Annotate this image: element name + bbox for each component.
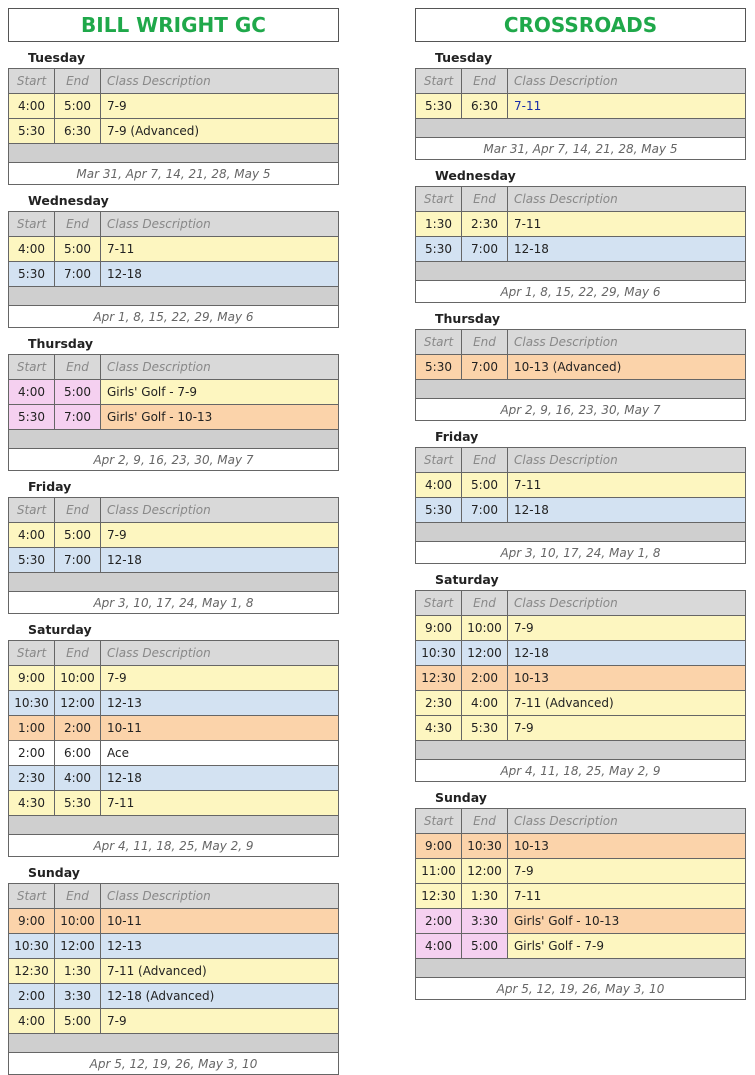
class-row — [9, 548, 339, 573]
table-header-row — [416, 187, 746, 212]
end-time: 3:30 — [462, 909, 508, 934]
start-header: Start — [416, 69, 462, 94]
table-header-row — [416, 330, 746, 355]
day-schedule-table — [8, 354, 339, 471]
session-dates: Mar 31, Apr 7, 14, 21, 28, May 5 — [9, 163, 339, 185]
start-time: 5:30 — [9, 405, 55, 430]
end-time: 3:30 — [55, 984, 101, 1009]
description-header: Class Description — [508, 448, 746, 473]
description-header: Class Description — [101, 355, 339, 380]
table-header-row — [9, 212, 339, 237]
class-description: 12-18 (Advanced) — [101, 984, 339, 1009]
day-heading: Friday — [28, 479, 72, 494]
end-time: 12:00 — [462, 859, 508, 884]
class-description: Girls' Golf - 10-13 — [508, 909, 746, 934]
end-time: 5:00 — [55, 94, 101, 119]
class-row — [9, 380, 339, 405]
day-schedule-table — [415, 808, 746, 1000]
class-description: 12-18 — [101, 766, 339, 791]
table-header-row — [416, 448, 746, 473]
class-row — [416, 641, 746, 666]
day-schedule-table — [415, 329, 746, 421]
class-description: 7-9 — [508, 859, 746, 884]
session-dates-row — [9, 306, 339, 328]
class-row — [416, 934, 746, 959]
description-header: Class Description — [508, 591, 746, 616]
spacer-row — [9, 1034, 339, 1053]
day-schedule-table — [415, 68, 746, 160]
start-time: 11:00 — [416, 859, 462, 884]
spacer-row — [416, 741, 746, 760]
start-time: 9:00 — [416, 834, 462, 859]
day-heading: Sunday — [28, 865, 80, 880]
class-description: Girls' Golf - 7-9 — [101, 380, 339, 405]
description-header: Class Description — [508, 809, 746, 834]
start-header: Start — [416, 187, 462, 212]
class-row — [9, 766, 339, 791]
end-time: 5:00 — [462, 473, 508, 498]
session-dates-row — [416, 399, 746, 421]
start-time: 5:30 — [416, 94, 462, 119]
class-description: 7-9 — [101, 666, 339, 691]
start-time: 4:00 — [9, 523, 55, 548]
end-time: 6:30 — [55, 119, 101, 144]
description-header: Class Description — [508, 69, 746, 94]
class-description: 12-13 — [101, 691, 339, 716]
class-description: 7-11 (Advanced) — [508, 691, 746, 716]
start-time: 10:30 — [9, 691, 55, 716]
start-header: Start — [416, 330, 462, 355]
start-time: 12:30 — [416, 666, 462, 691]
session-dates-row — [416, 281, 746, 303]
class-row — [416, 237, 746, 262]
end-header: End — [462, 591, 508, 616]
class-row — [9, 959, 339, 984]
end-header: End — [55, 212, 101, 237]
session-dates-row — [9, 835, 339, 857]
end-time: 5:30 — [462, 716, 508, 741]
class-row — [9, 262, 339, 287]
session-dates: Apr 1, 8, 15, 22, 29, May 6 — [9, 306, 339, 328]
class-row — [9, 405, 339, 430]
end-time: 5:30 — [55, 791, 101, 816]
start-time: 5:30 — [416, 355, 462, 380]
end-time: 10:30 — [462, 834, 508, 859]
start-time: 4:00 — [9, 1009, 55, 1034]
session-dates-row — [416, 138, 746, 160]
class-description: 10-13 — [508, 666, 746, 691]
class-description: 7-9 (Advanced) — [101, 119, 339, 144]
spacer-row — [9, 144, 339, 163]
start-time: 1:00 — [9, 716, 55, 741]
session-dates-row — [416, 978, 746, 1000]
start-time: 4:30 — [9, 791, 55, 816]
class-description: 7-9 — [508, 716, 746, 741]
class-description: 7-11 — [508, 94, 746, 119]
end-header: End — [462, 69, 508, 94]
description-header: Class Description — [101, 69, 339, 94]
location-title: BILL WRIGHT GC — [8, 8, 339, 42]
class-row — [9, 119, 339, 144]
table-header-row — [9, 355, 339, 380]
table-header-row — [9, 884, 339, 909]
class-row — [9, 666, 339, 691]
class-description: 7-9 — [101, 94, 339, 119]
end-header: End — [462, 187, 508, 212]
class-row — [9, 716, 339, 741]
end-time: 10:00 — [55, 909, 101, 934]
day-heading: Friday — [435, 429, 479, 444]
spacer-row — [9, 430, 339, 449]
class-description: Girls' Golf - 10-13 — [101, 405, 339, 430]
class-row — [9, 741, 339, 766]
end-header: End — [55, 498, 101, 523]
start-time: 12:30 — [9, 959, 55, 984]
class-row — [416, 473, 746, 498]
day-schedule-table — [8, 640, 339, 857]
spacer-row — [416, 380, 746, 399]
class-description: 12-18 — [101, 262, 339, 287]
day-schedule-table — [8, 497, 339, 614]
session-dates-row — [416, 760, 746, 782]
day-heading: Thursday — [435, 311, 501, 326]
class-description: 12-18 — [508, 498, 746, 523]
class-description: 10-11 — [101, 716, 339, 741]
class-description: Girls' Golf - 7-9 — [508, 934, 746, 959]
end-time: 12:00 — [55, 691, 101, 716]
day-schedule-table — [8, 211, 339, 328]
spacer-row — [9, 287, 339, 306]
day-schedule-table — [415, 447, 746, 564]
end-time: 5:00 — [55, 237, 101, 262]
description-header: Class Description — [101, 884, 339, 909]
spacer-row — [9, 573, 339, 592]
day-heading: Tuesday — [435, 50, 493, 65]
class-row — [9, 523, 339, 548]
start-header: Start — [416, 809, 462, 834]
class-row — [416, 691, 746, 716]
start-time: 2:30 — [9, 766, 55, 791]
end-header: End — [55, 355, 101, 380]
day-heading: Saturday — [435, 572, 499, 587]
session-dates-row — [9, 592, 339, 614]
end-time: 10:00 — [55, 666, 101, 691]
class-row — [9, 791, 339, 816]
start-header: Start — [9, 641, 55, 666]
day-schedule-table — [8, 68, 339, 185]
class-row — [416, 616, 746, 641]
day-schedule-table — [415, 590, 746, 782]
start-time: 5:30 — [416, 498, 462, 523]
class-row — [9, 237, 339, 262]
day-schedule-table — [8, 883, 339, 1075]
session-dates: Apr 4, 11, 18, 25, May 2, 9 — [416, 760, 746, 782]
start-time: 9:00 — [416, 616, 462, 641]
table-header-row — [416, 809, 746, 834]
spacer-row — [9, 816, 339, 835]
class-description: 7-11 — [101, 237, 339, 262]
class-row — [9, 984, 339, 1009]
class-description: 12-18 — [508, 641, 746, 666]
session-dates-row — [9, 449, 339, 471]
end-time: 12:00 — [55, 934, 101, 959]
end-time: 5:00 — [55, 523, 101, 548]
class-row — [416, 909, 746, 934]
end-header: End — [55, 69, 101, 94]
end-header: End — [55, 641, 101, 666]
start-time: 5:30 — [9, 262, 55, 287]
start-time: 4:00 — [9, 94, 55, 119]
end-time: 2:00 — [462, 666, 508, 691]
class-description: 12-13 — [101, 934, 339, 959]
class-row — [9, 909, 339, 934]
session-dates-row — [9, 1053, 339, 1075]
end-time: 7:00 — [462, 498, 508, 523]
day-heading: Wednesday — [435, 168, 516, 183]
session-dates: Apr 2, 9, 16, 23, 30, May 7 — [9, 449, 339, 471]
session-dates: Apr 1, 8, 15, 22, 29, May 6 — [416, 281, 746, 303]
start-time: 4:00 — [9, 237, 55, 262]
day-heading: Tuesday — [28, 50, 86, 65]
class-description: 7-9 — [101, 523, 339, 548]
end-time: 5:00 — [55, 380, 101, 405]
end-time: 6:30 — [462, 94, 508, 119]
end-header: End — [55, 884, 101, 909]
class-description: 7-9 — [508, 616, 746, 641]
class-row — [416, 666, 746, 691]
class-row — [416, 212, 746, 237]
day-heading: Thursday — [28, 336, 94, 351]
table-header-row — [416, 591, 746, 616]
class-description: 12-18 — [101, 548, 339, 573]
start-time: 10:30 — [9, 934, 55, 959]
day-schedule-table — [415, 186, 746, 303]
start-header: Start — [9, 355, 55, 380]
class-row — [416, 884, 746, 909]
bill-wright-schedule — [8, 8, 339, 1075]
start-header: Start — [9, 69, 55, 94]
class-description: 7-11 — [508, 884, 746, 909]
end-time: 1:30 — [462, 884, 508, 909]
end-time: 7:00 — [55, 548, 101, 573]
start-time: 12:30 — [416, 884, 462, 909]
table-header-row — [9, 69, 339, 94]
crossroads-schedule — [415, 8, 746, 1000]
start-header: Start — [416, 448, 462, 473]
start-header: Start — [9, 884, 55, 909]
spacer-row — [416, 959, 746, 978]
start-time: 9:00 — [9, 666, 55, 691]
session-dates: Apr 3, 10, 17, 24, May 1, 8 — [416, 542, 746, 564]
spacer-row — [416, 262, 746, 281]
table-header-row — [416, 69, 746, 94]
start-time: 4:00 — [9, 380, 55, 405]
start-time: 2:00 — [9, 741, 55, 766]
class-row — [9, 1009, 339, 1034]
table-header-row — [9, 641, 339, 666]
session-dates: Apr 5, 12, 19, 26, May 3, 10 — [416, 978, 746, 1000]
class-description: 12-18 — [508, 237, 746, 262]
class-row — [9, 934, 339, 959]
start-time: 2:00 — [416, 909, 462, 934]
end-time: 7:00 — [55, 262, 101, 287]
end-header: End — [462, 448, 508, 473]
class-row — [416, 355, 746, 380]
class-row — [416, 498, 746, 523]
day-heading: Wednesday — [28, 193, 109, 208]
location-title: CROSSROADS — [415, 8, 746, 42]
session-dates-row — [9, 163, 339, 185]
end-time: 12:00 — [462, 641, 508, 666]
description-header: Class Description — [101, 498, 339, 523]
class-row — [9, 94, 339, 119]
start-time: 4:00 — [416, 934, 462, 959]
class-row — [416, 94, 746, 119]
description-header: Class Description — [101, 641, 339, 666]
class-row — [416, 834, 746, 859]
session-dates: Apr 4, 11, 18, 25, May 2, 9 — [9, 835, 339, 857]
end-header: End — [462, 330, 508, 355]
end-time: 2:30 — [462, 212, 508, 237]
class-description: 7-11 (Advanced) — [101, 959, 339, 984]
start-time: 10:30 — [416, 641, 462, 666]
description-header: Class Description — [508, 330, 746, 355]
end-time: 10:00 — [462, 616, 508, 641]
class-row — [416, 859, 746, 884]
session-dates: Apr 5, 12, 19, 26, May 3, 10 — [9, 1053, 339, 1075]
description-header: Class Description — [101, 212, 339, 237]
end-time: 4:00 — [55, 766, 101, 791]
class-description: 10-13 (Advanced) — [508, 355, 746, 380]
end-time: 5:00 — [55, 1009, 101, 1034]
class-description: 7-11 — [508, 212, 746, 237]
class-description: 7-11 — [508, 473, 746, 498]
start-time: 1:30 — [416, 212, 462, 237]
start-time: 4:00 — [416, 473, 462, 498]
end-time: 7:00 — [462, 237, 508, 262]
start-time: 5:30 — [9, 548, 55, 573]
end-time: 7:00 — [462, 355, 508, 380]
start-header: Start — [416, 591, 462, 616]
session-dates: Mar 31, Apr 7, 14, 21, 28, May 5 — [416, 138, 746, 160]
start-header: Start — [9, 212, 55, 237]
start-time: 9:00 — [9, 909, 55, 934]
end-header: End — [462, 809, 508, 834]
session-dates-row — [416, 542, 746, 564]
day-heading: Sunday — [435, 790, 487, 805]
spacer-row — [416, 523, 746, 542]
end-time: 1:30 — [55, 959, 101, 984]
class-row — [9, 691, 339, 716]
table-header-row — [9, 498, 339, 523]
start-time: 2:00 — [9, 984, 55, 1009]
class-description: 7-9 — [101, 1009, 339, 1034]
end-time: 6:00 — [55, 741, 101, 766]
class-row — [416, 716, 746, 741]
day-heading: Saturday — [28, 622, 92, 637]
class-description: 10-11 — [101, 909, 339, 934]
end-time: 4:00 — [462, 691, 508, 716]
start-header: Start — [9, 498, 55, 523]
start-time: 5:30 — [416, 237, 462, 262]
start-time: 5:30 — [9, 119, 55, 144]
start-time: 4:30 — [416, 716, 462, 741]
spacer-row — [416, 119, 746, 138]
class-description: 7-11 — [101, 791, 339, 816]
session-dates: Apr 2, 9, 16, 23, 30, May 7 — [416, 399, 746, 421]
description-header: Class Description — [508, 187, 746, 212]
end-time: 5:00 — [462, 934, 508, 959]
class-description: Ace — [101, 741, 339, 766]
end-time: 7:00 — [55, 405, 101, 430]
end-time: 2:00 — [55, 716, 101, 741]
class-description: 10-13 — [508, 834, 746, 859]
session-dates: Apr 3, 10, 17, 24, May 1, 8 — [9, 592, 339, 614]
start-time: 2:30 — [416, 691, 462, 716]
